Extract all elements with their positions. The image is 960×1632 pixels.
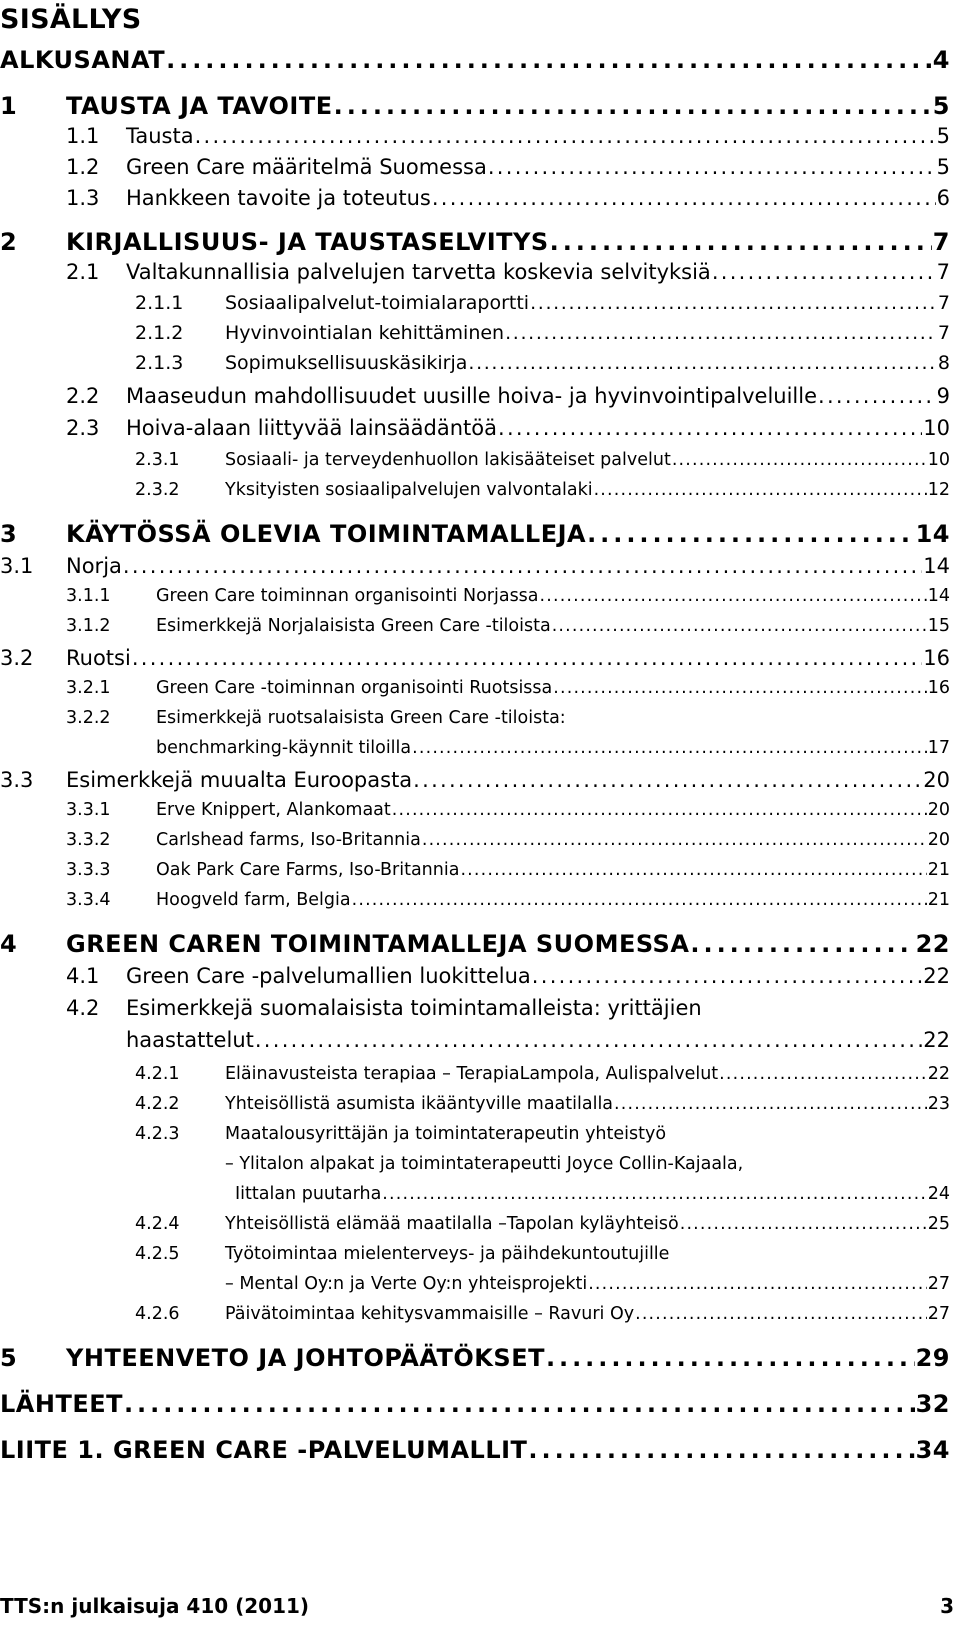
toc-page-number: 22 [923, 1028, 950, 1052]
dot-leader [540, 586, 927, 606]
toc-page-number: 20 [923, 768, 950, 792]
toc-page-number: 34 [915, 1436, 950, 1464]
toc-number: 4.2.3 [135, 1124, 180, 1144]
dot-leader [352, 890, 927, 910]
dot-leader [553, 678, 926, 698]
dot-leader [550, 228, 932, 256]
toc-number: 3.3 [0, 768, 34, 792]
toc-entry-4-2-6[interactable] [135, 1304, 950, 1324]
toc-number: 4.2.6 [135, 1304, 180, 1324]
toc-entry-3-1[interactable] [0, 554, 950, 578]
dot-leader [588, 1274, 927, 1294]
toc-entry-2-3-2[interactable] [135, 480, 950, 500]
toc-entry-chapter-3[interactable] [0, 520, 950, 548]
dot-leader [468, 352, 937, 374]
dot-leader [422, 830, 927, 850]
toc-title: Sopimuksellisuuskäsikirja [225, 352, 468, 374]
toc-title: Esimerkkejä Norjalaisista Green Care -tiloista [156, 616, 551, 636]
dot-leader [413, 768, 922, 792]
toc-number: 2.2 [66, 384, 100, 408]
toc-number: 3.1 [0, 554, 34, 578]
toc-page-number: 29 [915, 1344, 950, 1372]
toc-title: ALKUSANAT [0, 46, 166, 74]
toc-title: Erve Knippert, Alankomaat [156, 800, 391, 820]
toc-entry-chapter-5[interactable] [0, 1344, 950, 1372]
dot-leader [680, 1214, 927, 1234]
dot-leader [166, 46, 932, 74]
toc-number: 3.2.1 [66, 678, 111, 698]
toc-number: 2.1 [66, 260, 100, 284]
toc-number: 1.1 [66, 124, 100, 148]
toc-title: Ruotsi [66, 646, 131, 670]
toc-entry-3-2[interactable] [0, 646, 950, 670]
toc-number: 2.1.1 [135, 292, 184, 314]
toc-page-number: 20 [927, 800, 950, 820]
toc-number: 1 [0, 92, 18, 120]
toc-number: 4.1 [66, 964, 100, 988]
toc-page-number: 20 [927, 830, 950, 850]
toc-page-number: 14 [923, 554, 950, 578]
toc-entry-2-3[interactable] [66, 416, 950, 440]
toc-title: YHTEENVETO JA JOHTOPÄÄTÖKSET [66, 1344, 545, 1372]
dot-leader [123, 554, 922, 578]
toc-page-number: 14 [927, 586, 950, 606]
toc-entry-3-1-1[interactable] [66, 586, 950, 606]
toc-entry-3-2-2-line1[interactable] [66, 708, 566, 728]
toc-number: 3.3.4 [66, 890, 111, 910]
toc-entry-3-3[interactable] [0, 768, 950, 792]
toc-title: Esimerkkejä ruotsalaisista Green Care -tiloista: [156, 708, 566, 728]
toc-entry-4-2-4[interactable] [135, 1214, 950, 1234]
toc-entry-4-2-5-line2[interactable] [225, 1274, 950, 1294]
toc-title: LÄHTEET [0, 1390, 123, 1418]
toc-entry-4-2-line1[interactable] [66, 996, 702, 1020]
dot-leader [594, 480, 927, 500]
toc-number: 3.2 [0, 646, 34, 670]
toc-entry-chapter-1[interactable] [0, 92, 950, 120]
toc-entry-2-2[interactable] [66, 384, 950, 408]
toc-number: 3.2.2 [66, 708, 111, 728]
toc-title-continued: – Mental Oy:n ja Verte Oy:n yhteisprojekti [225, 1274, 588, 1294]
toc-entry-3-1-2[interactable] [66, 616, 950, 636]
toc-number: 2.3 [66, 416, 100, 440]
toc-title: Työtoimintaa mielenterveys- ja päihdekuntoutujille [225, 1244, 670, 1264]
toc-page-number: 14 [915, 520, 950, 548]
toc-number: 3 [0, 520, 18, 548]
toc-title: Green Care -palvelumallien luokittelua [126, 964, 531, 988]
toc-number: 4 [0, 930, 18, 958]
dot-leader [412, 738, 927, 758]
toc-title: Valtakunnallisia palvelujen tarvetta koskevia selvityksiä [126, 260, 711, 284]
toc-page-number: 8 [937, 352, 950, 374]
toc-page-number: 5 [936, 155, 950, 179]
dot-leader [532, 964, 922, 988]
toc-entry-3-2-1[interactable] [66, 678, 950, 698]
toc-page-number: 23 [927, 1094, 950, 1114]
toc-page-number: 4 [932, 46, 950, 74]
dot-leader [334, 92, 932, 120]
toc-title: KIRJALLISUUS- JA TAUSTASELVITYS [66, 228, 549, 256]
toc-title: KÄYTÖSSÄ OLEVIA TOIMINTAMALLEJA [66, 520, 587, 548]
toc-page-number: 10 [923, 416, 950, 440]
dot-leader [432, 186, 936, 210]
toc-entry-3-3-1[interactable] [66, 800, 950, 820]
toc-title: Yksityisten sosiaalipalvelujen valvontalaki [225, 480, 593, 500]
toc-number: 1.2 [66, 155, 100, 179]
toc-number: 3.3.1 [66, 800, 111, 820]
toc-entry-3-2-2-line2[interactable] [156, 738, 950, 758]
toc-title: Green Care -toiminnan organisointi Ruotsissa [156, 678, 553, 698]
toc-title: TAUSTA JA TAVOITE [66, 92, 333, 120]
toc-entry-2-1[interactable] [66, 260, 950, 284]
toc-page-number: 21 [927, 860, 950, 880]
toc-title: Hankkeen tavoite ja toteutus [126, 186, 431, 210]
toc-entry-3-3-2[interactable] [66, 830, 950, 850]
dot-leader [690, 930, 914, 958]
toc-title-continued: Iittalan puutarha [235, 1184, 382, 1204]
dot-leader [818, 384, 936, 408]
toc-title: Maatalousyrittäjän ja toimintaterapeutin yhteistyö [225, 1124, 667, 1144]
toc-page-number: 25 [927, 1214, 950, 1234]
toc-number: 2.3.2 [135, 480, 180, 500]
dot-leader [124, 1390, 915, 1418]
dot-leader [672, 450, 927, 470]
toc-entry-4-1[interactable] [66, 964, 950, 988]
toc-number: 1.3 [66, 186, 100, 210]
toc-page-number: 12 [927, 480, 950, 500]
toc-number: 3.3.2 [66, 830, 111, 850]
dot-leader [712, 260, 936, 284]
dot-leader [528, 1436, 914, 1464]
toc-page-number: 27 [927, 1274, 950, 1294]
toc-number: 2.1.2 [135, 322, 184, 344]
toc-entry-1-3[interactable] [66, 186, 950, 210]
toc-title-continued: benchmarking-käynnit tiloilla [156, 738, 412, 758]
toc-page-number: 5 [932, 92, 950, 120]
dot-leader [382, 1184, 926, 1204]
toc-entry-1-2[interactable] [66, 155, 950, 179]
toc-entry-4-2-3-line2[interactable] [225, 1154, 743, 1174]
toc-entry-3-3-3[interactable] [66, 860, 950, 880]
toc-page-number: 21 [927, 890, 950, 910]
toc-title: LIITE 1. GREEN CARE -PALVELUMALLIT [0, 1436, 528, 1464]
toc-title: Esimerkkejä muualta Euroopasta [66, 768, 413, 792]
toc-page-number: 9 [936, 384, 950, 408]
dot-leader [195, 124, 936, 148]
toc-title: Carlshead farms, Iso-Britannia [156, 830, 421, 850]
toc-page-number: 22 [927, 1064, 950, 1084]
toc-page-number: 7 [936, 260, 950, 284]
dot-leader [460, 860, 926, 880]
toc-title: Sosiaali- ja terveydenhuollon lakisääteiset palvelut [225, 450, 671, 470]
toc-title-continued: haastattelut [126, 1028, 254, 1052]
toc-page-number: 32 [915, 1390, 950, 1418]
toc-number: 4.2.2 [135, 1094, 180, 1114]
dot-leader [635, 1304, 927, 1324]
toc-page-number: 5 [936, 124, 950, 148]
toc-page-number: 17 [927, 738, 950, 758]
toc-number: 3.1.2 [66, 616, 111, 636]
toc-page-number: 7 [937, 292, 950, 314]
toc-number: 4.2.1 [135, 1064, 180, 1084]
toc-page-number: 10 [927, 450, 950, 470]
toc-title: GREEN CAREN TOIMINTAMALLEJA SUOMESSA [66, 930, 690, 958]
dot-leader [505, 322, 937, 344]
toc-number: 3.3.3 [66, 860, 111, 880]
toc-entry-2-1-1[interactable] [135, 292, 950, 314]
toc-title: Yhteisöllistä elämää maatilalla –Tapolan kyläyhteisö [225, 1214, 679, 1234]
toc-entry-3-3-4[interactable] [66, 890, 950, 910]
dot-leader [530, 292, 937, 314]
toc-number: 4.2.4 [135, 1214, 180, 1234]
dot-leader [392, 800, 927, 820]
toc-page-number: 7 [932, 228, 950, 256]
toc-title: Hoiva-alaan liittyvää lainsäädäntöä [126, 416, 497, 440]
toc-title: Green Care määritelmä Suomessa [126, 155, 487, 179]
toc-entry-4-2-2[interactable] [135, 1094, 950, 1114]
toc-number: 4.2.5 [135, 1244, 180, 1264]
toc-entry-2-1-2[interactable] [135, 322, 950, 344]
toc-entry-4-2-line2[interactable] [126, 1028, 950, 1052]
toc-entry-chapter-2[interactable] [0, 228, 950, 256]
toc-title: Oak Park Care Farms, Iso-Britannia [156, 860, 460, 880]
toc-page-number: 16 [927, 678, 950, 698]
toc-title: Hyvinvointialan kehittäminen [225, 322, 505, 344]
toc-page-number: 22 [915, 930, 950, 958]
toc-number: 2 [0, 228, 18, 256]
dot-leader [488, 155, 936, 179]
dot-leader [255, 1028, 922, 1052]
toc-entry-alkusanat[interactable] [0, 46, 950, 74]
dot-leader [546, 1344, 915, 1372]
toc-title: Eläinavusteista terapiaa – TerapiaLampola, Aulispalvelut [225, 1064, 719, 1084]
toc-entry-chapter-4[interactable] [0, 930, 950, 958]
toc-entry-lahteet[interactable] [0, 1390, 950, 1418]
toc-entry-4-2-3-line1[interactable] [135, 1124, 666, 1144]
footer-publication: TTS:n julkaisuja 410 (2011) [0, 1594, 310, 1618]
toc-title: Green Care toiminnan organisointi Norjassa [156, 586, 539, 606]
dot-leader [552, 616, 927, 636]
toc-entry-2-3-1[interactable] [135, 450, 950, 470]
toc-title-continued: – Ylitalon alpakat ja toimintaterapeutti Joyce Collin-Kajaala, [225, 1154, 744, 1174]
page-title: SISÄLLYS [0, 4, 142, 35]
toc-number: 2.3.1 [135, 450, 180, 470]
dot-leader [587, 520, 914, 548]
toc-number: 3.1.1 [66, 586, 111, 606]
toc-entry-1-1[interactable] [66, 124, 950, 148]
dot-leader [614, 1094, 927, 1114]
toc-entry-liite-1[interactable] [0, 1436, 950, 1464]
toc-title: Tausta [126, 124, 194, 148]
toc-title: Päivätoimintaa kehitysvammaisille – Ravuri Oy [225, 1304, 635, 1324]
toc-page-number: 6 [936, 186, 950, 210]
toc-page-number: 16 [923, 646, 950, 670]
dot-leader [719, 1064, 927, 1084]
toc-page-number: 22 [923, 964, 950, 988]
toc-page-number: 7 [937, 322, 950, 344]
toc-title: Sosiaalipalvelut-toimialaraportti [225, 292, 530, 314]
dot-leader [498, 416, 922, 440]
toc-title: Yhteisöllistä asumista ikääntyville maatilalla [225, 1094, 614, 1114]
toc-title: Hoogveld farm, Belgia [156, 890, 351, 910]
toc-entry-2-1-3[interactable] [135, 352, 950, 374]
footer-page-number: 3 [940, 1594, 954, 1618]
toc-page-number: 15 [927, 616, 950, 636]
toc-page-number: 27 [927, 1304, 950, 1324]
toc-entry-4-2-3-line3[interactable] [235, 1184, 950, 1204]
toc-number: 2.1.3 [135, 352, 184, 374]
toc-title: Maaseudun mahdollisuudet uusille hoiva- ja hyvinvointipalveluille [126, 384, 818, 408]
toc-page-number: 24 [927, 1184, 950, 1204]
toc-title: Esimerkkejä suomalaisista toimintamalleista: yrittäjien [126, 996, 702, 1020]
toc-entry-4-2-1[interactable] [135, 1064, 950, 1084]
toc-title: Norja [66, 554, 122, 578]
toc-number: 5 [0, 1344, 18, 1372]
toc-entry-4-2-5-line1[interactable] [135, 1244, 669, 1264]
dot-leader [132, 646, 922, 670]
toc-number: 4.2 [66, 996, 100, 1020]
